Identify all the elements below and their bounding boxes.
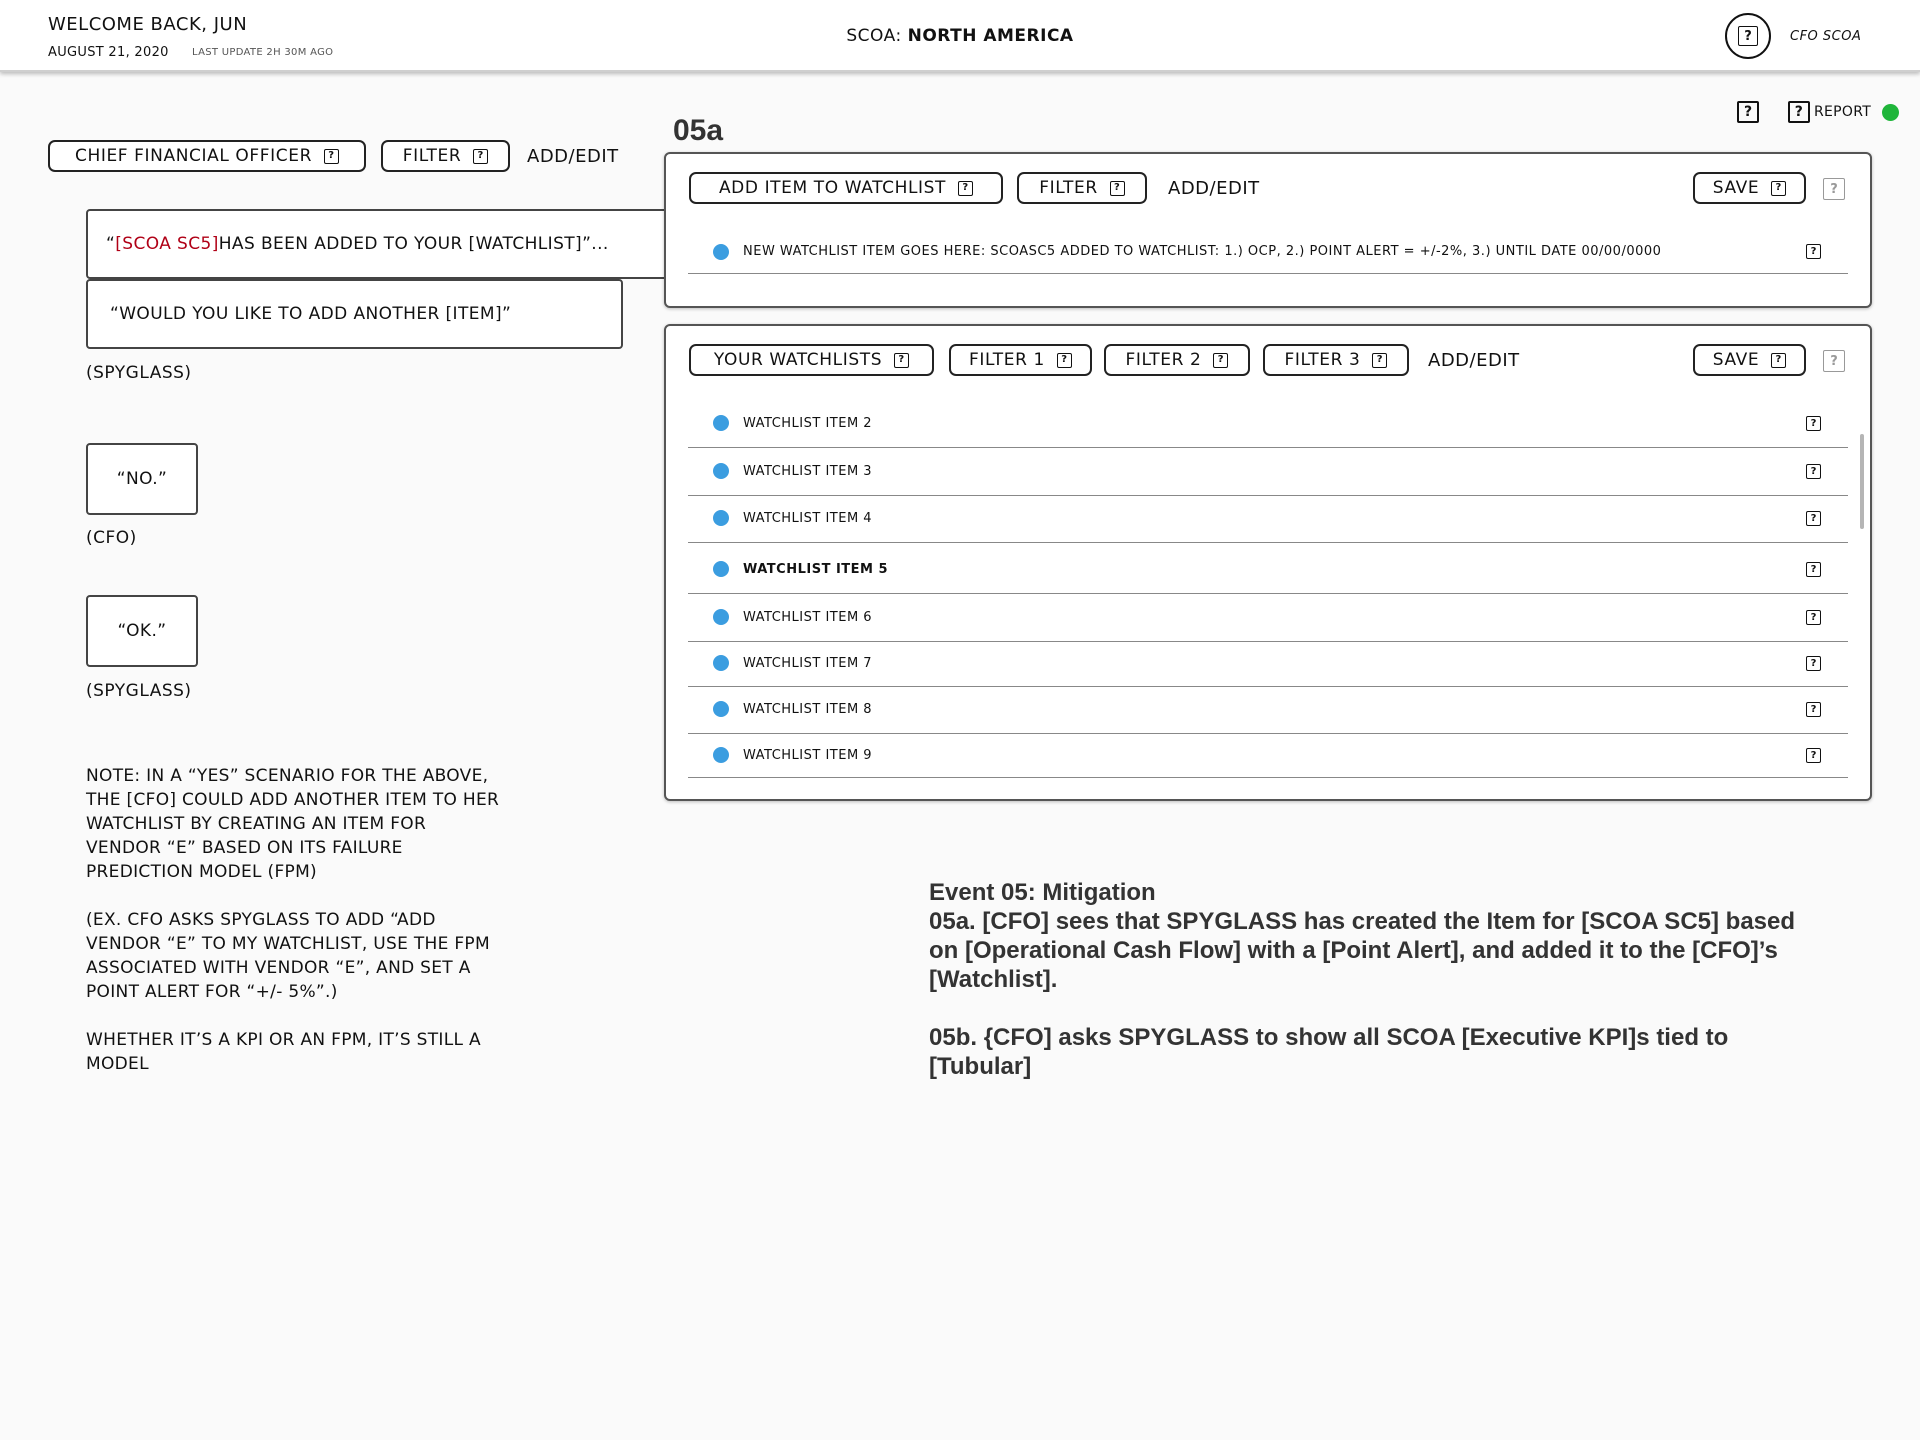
status-indicator	[1882, 104, 1899, 121]
last-update-text: LAST UPDATE 2H 30M AGO	[192, 47, 334, 58]
section-id: 05a	[673, 114, 724, 147]
filter-label: FILTER 3	[1284, 350, 1361, 370]
item-status-dot	[713, 463, 729, 479]
spyglass-message-added	[86, 209, 681, 279]
watchlist-row[interactable]	[688, 496, 1848, 543]
event-title: Event 05: Mitigation	[929, 879, 1156, 906]
save-label: SAVE	[1712, 350, 1760, 370]
message-text: “WOULD YOU LIKE TO ADD ANOTHER [ITEM]”	[110, 304, 512, 324]
your-watchlists-button[interactable]	[689, 344, 934, 376]
add-edit-link[interactable]: ADD/EDIT	[1428, 350, 1520, 371]
add-edit-link[interactable]: ADD/EDIT	[1168, 178, 1260, 199]
open-quote: “	[106, 234, 116, 254]
filter-button[interactable]	[381, 140, 510, 172]
report-button[interactable]	[1788, 101, 1871, 123]
help-icon: ?	[324, 149, 339, 164]
add-item-label: ADD ITEM TO WATCHLIST	[718, 178, 947, 198]
help-icon: ?	[473, 149, 488, 164]
help-icon[interactable]: ?	[1806, 244, 1821, 259]
spyglass-reply-ok	[86, 595, 198, 667]
speaker-label: (CFO)	[86, 528, 137, 548]
save-label: SAVE	[1712, 178, 1760, 198]
help-icon[interactable]: ?	[1823, 350, 1845, 372]
watchlist-row[interactable]	[688, 448, 1848, 496]
welcome-text: WELCOME BACK, JUN	[48, 14, 248, 35]
add-edit-link[interactable]: ADD/EDIT	[527, 146, 619, 167]
watchlist-item-label: WATCHLIST ITEM 2	[743, 416, 873, 431]
report-label: REPORT	[1814, 104, 1872, 120]
filter-button[interactable]	[1017, 172, 1147, 204]
help-icon[interactable]: ?	[1806, 511, 1821, 526]
speaker-label: (SPYGLASS)	[86, 681, 192, 701]
item-highlight: [SCOA SC5]	[115, 234, 219, 254]
example-note: (EX. CFO ASKS SPYGLASS TO ADD “ADD VENDOR “E” TO MY WATCHLIST, USE THE FPM ASSOCIATED WITH VENDOR “E”, AND SET A POINT ALERT FOR “+/- 5%”.)	[86, 910, 490, 1002]
report-icon: ?	[1788, 101, 1810, 123]
item-status-dot	[713, 747, 729, 763]
help-icon[interactable]: ?	[1806, 464, 1821, 479]
title-prefix: SCOA:	[846, 26, 908, 46]
add-item-panel	[664, 152, 1872, 308]
message-text: HAS BEEN ADDED TO YOUR [WATCHLIST]”...	[218, 234, 609, 254]
filter-label: FILTER	[1039, 178, 1098, 198]
filter-1-button[interactable]	[949, 344, 1092, 376]
role-label: CHIEF FINANCIAL OFFICER	[74, 146, 312, 166]
filter-label: FILTER	[402, 146, 462, 166]
watchlist-item-label: WATCHLIST ITEM 7	[743, 656, 873, 671]
watchlist-panel	[664, 324, 1872, 801]
help-icon: ?	[1057, 353, 1072, 368]
item-status-dot	[713, 244, 729, 260]
help-icon[interactable]: ?	[1806, 416, 1821, 431]
watchlists-label: YOUR WATCHLISTS	[713, 350, 883, 370]
help-icon: ?	[1213, 353, 1228, 368]
watchlist-row[interactable]	[688, 543, 1848, 594]
list-item[interactable]	[688, 228, 1848, 274]
event-description	[929, 878, 1829, 1110]
item-status-dot	[713, 609, 729, 625]
event-step-b: 05b. {CFO] asks SPYGLASS to show all SCOA [Executive KPI]s tied to [Tubular]	[929, 1024, 1729, 1080]
header-help-button[interactable]	[1725, 13, 1771, 59]
help-icon[interactable]: ?	[1737, 101, 1759, 123]
spyglass-message-prompt	[86, 279, 623, 349]
watchlist-item-label: WATCHLIST ITEM 3	[743, 464, 873, 479]
scrollbar[interactable]	[1860, 434, 1864, 529]
save-button[interactable]	[1693, 344, 1806, 376]
help-icon: ?	[1771, 353, 1786, 368]
watchlist-row[interactable]	[688, 734, 1848, 778]
user-role-tag[interactable]: CFO SCOA	[1790, 29, 1862, 44]
help-icon: ?	[894, 353, 909, 368]
help-icon[interactable]: ?	[1806, 562, 1821, 577]
event-step-a: 05a. [CFO] sees that SPYGLASS has created the Item for [SCOA SC5] based on [Operational Cash Flow] with a [Point Alert], and added it to the [CFO]’s [Watchlist].	[929, 908, 1796, 993]
filter-label: FILTER 2	[1125, 350, 1202, 370]
help-icon: ?	[958, 181, 973, 196]
help-icon: ?	[1771, 181, 1786, 196]
watchlist-item-label: WATCHLIST ITEM 9	[743, 748, 873, 763]
help-icon[interactable]: ?	[1823, 178, 1845, 200]
watchlist-row[interactable]	[688, 400, 1848, 448]
item-status-dot	[713, 701, 729, 717]
help-icon[interactable]: ?	[1806, 656, 1821, 671]
cfo-reply-no	[86, 443, 198, 515]
reply-text: “NO.”	[116, 469, 168, 489]
watchlist-row[interactable]	[688, 687, 1848, 734]
item-status-dot	[713, 655, 729, 671]
filter-label: FILTER 1	[969, 350, 1045, 370]
help-icon[interactable]: ?	[1806, 748, 1821, 763]
help-icon[interactable]: ?	[1806, 702, 1821, 717]
watchlist-item-label: WATCHLIST ITEM 5	[743, 562, 889, 577]
help-icon: ?	[1372, 353, 1387, 368]
filter-3-button[interactable]	[1263, 344, 1409, 376]
watchlist-item-label: WATCHLIST ITEM 8	[743, 702, 873, 717]
save-button[interactable]	[1693, 172, 1806, 204]
model-note: WHETHER IT’S A KPI OR AN FPM, IT’S STILL A MODEL	[86, 1030, 481, 1074]
item-status-dot	[713, 415, 729, 431]
speaker-label: (SPYGLASS)	[86, 363, 192, 383]
help-icon: ?	[1738, 26, 1758, 46]
help-icon[interactable]: ?	[1806, 610, 1821, 625]
title-region: NORTH AMERICA	[907, 26, 1074, 46]
page-title	[0, 26, 1920, 46]
current-date: AUGUST 21, 2020	[48, 45, 169, 60]
watchlist-item-label: WATCHLIST ITEM 6	[743, 610, 873, 625]
watchlist-item-label: WATCHLIST ITEM 4	[743, 511, 873, 526]
add-item-button[interactable]	[689, 172, 1003, 204]
help-icon: ?	[1110, 181, 1125, 196]
filter-2-button[interactable]	[1104, 344, 1250, 376]
app-header	[0, 0, 1920, 72]
role-selector-button[interactable]	[48, 140, 366, 172]
item-status-dot	[713, 561, 729, 577]
watchlist-row[interactable]	[688, 642, 1848, 687]
item-status-dot	[713, 510, 729, 526]
watchlist-row[interactable]	[688, 594, 1848, 642]
new-item-text: NEW WATCHLIST ITEM GOES HERE: SCOASC5 ADDED TO WATCHLIST: 1.) OCP, 2.) POINT ALERT = +/-2%, 3.) UNTIL DATE 00/00/0000	[743, 244, 1662, 259]
reply-text: “OK.”	[117, 621, 167, 641]
scenario-note: NOTE: IN A “YES” SCENARIO FOR THE ABOVE, THE [CFO] COULD ADD ANOTHER ITEM TO HER WATCHLIST BY CREATING AN ITEM FOR VENDOR “E” BASED ON ITS FAILURE PREDICTION MODEL (FPM)	[86, 766, 500, 882]
